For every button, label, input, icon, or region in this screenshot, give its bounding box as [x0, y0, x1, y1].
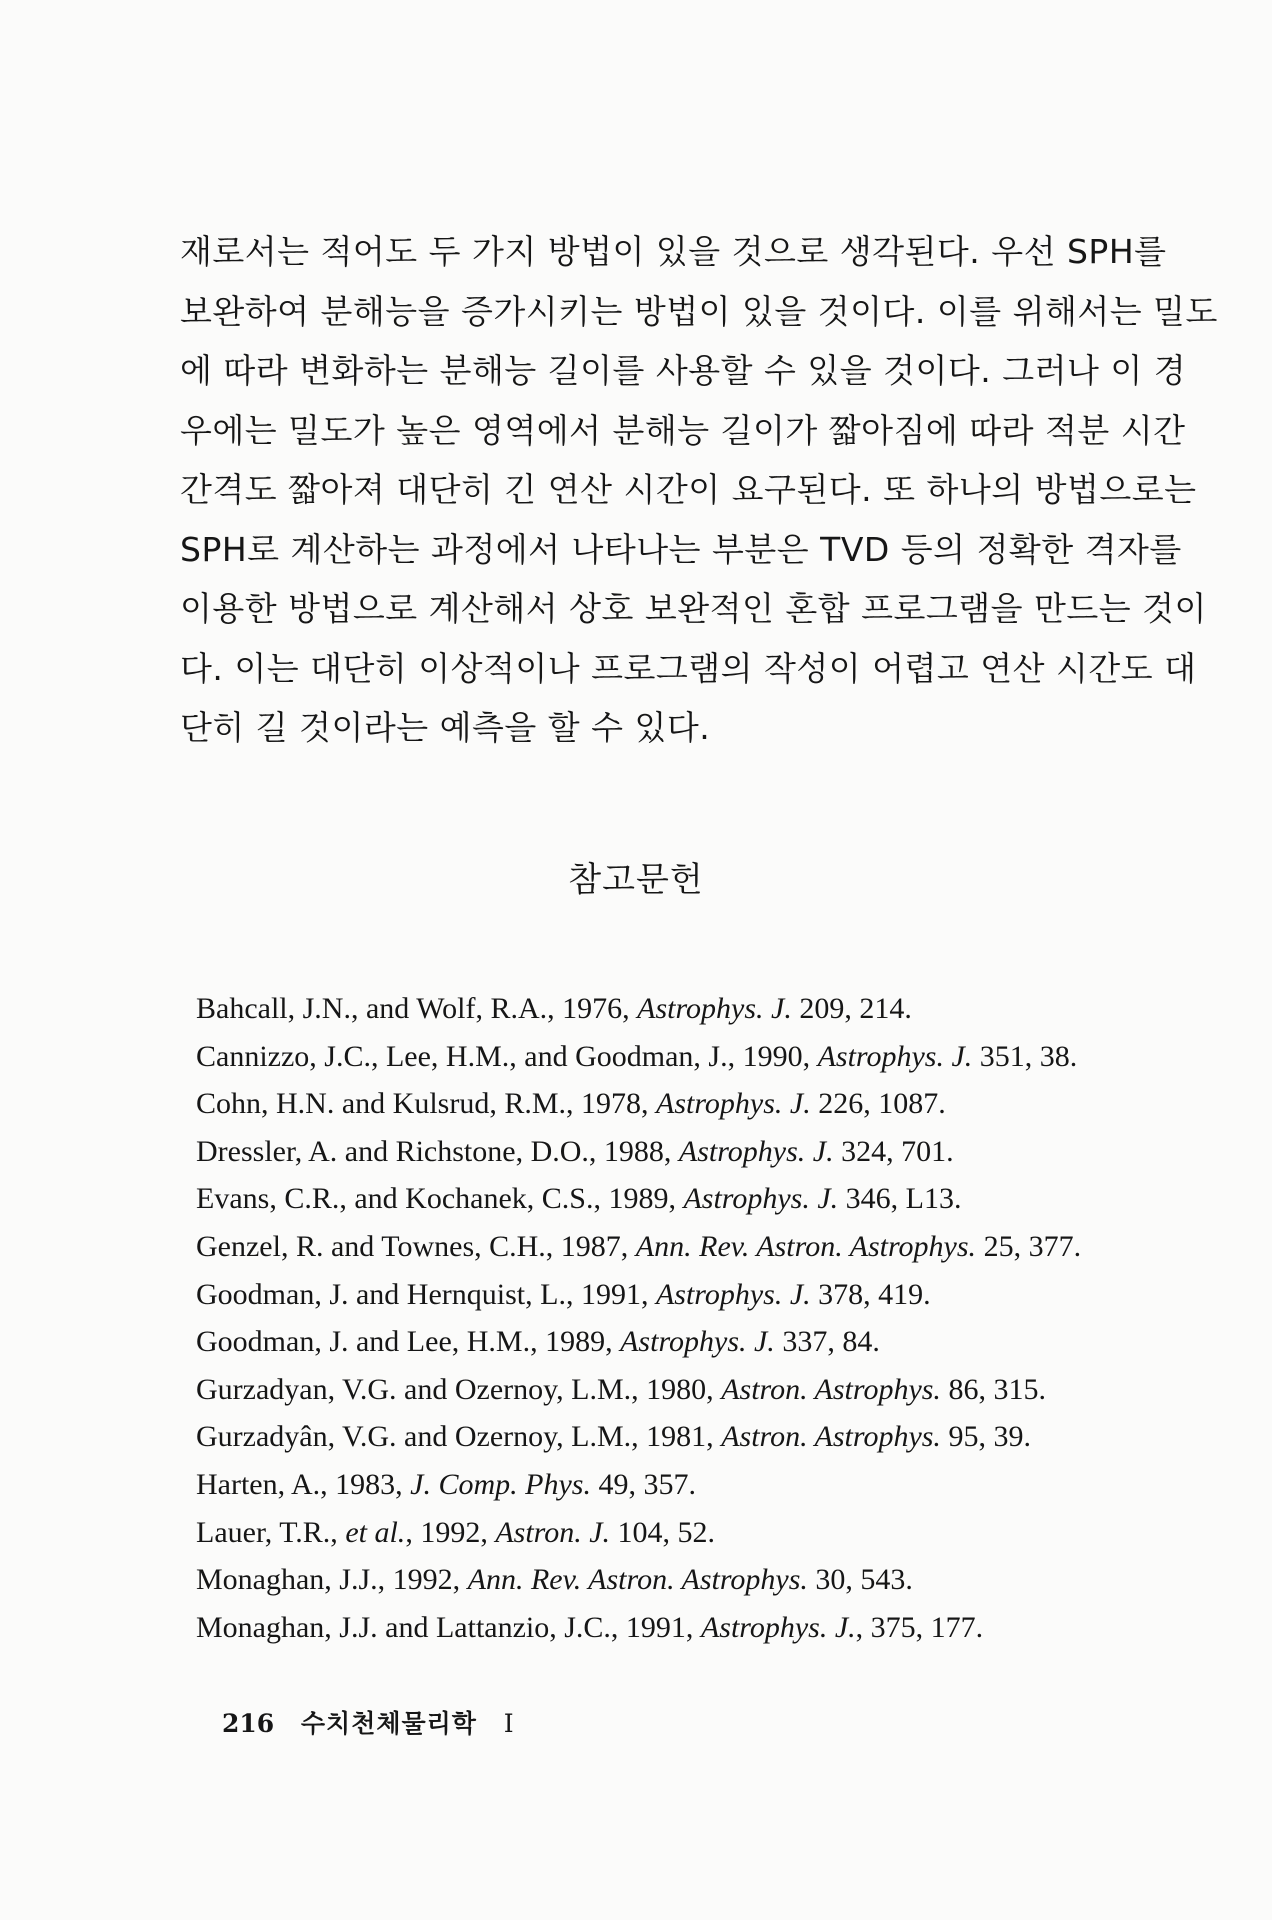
- body-line: 우에는 밀도가 높은 영역에서 분해능 길이가 짧아짐에 따라 적분 시간: [180, 410, 1186, 450]
- body-paragraph: [180, 222, 1218, 758]
- body-line: 이용한 방법으로 계산해서 상호 보완적인 혼합 프로그램을 만드는 것이: [180, 589, 1207, 628]
- reference-item: Evans, C.R., and Kochanek, C.S., 1989, Astrophys. J. 346, L13.: [196, 1182, 962, 1216]
- reference-item: Gurzadyan, V.G. and Ozernoy, L.M., 1980, Astron. Astrophys. 86, 315.: [196, 1372, 1046, 1406]
- reference-item: Goodman, J. and Lee, H.M., 1989, Astrophys. J. 337, 84.: [196, 1325, 880, 1359]
- volume-number: I: [503, 1709, 514, 1738]
- references-heading: 참고문헌: [568, 860, 704, 900]
- book-title: 수치천체물리학: [300, 1709, 477, 1738]
- reference-item: Monaghan, J.J., 1992, Ann. Rev. Astron. Astrophys. 30, 543.: [196, 1563, 913, 1597]
- reference-item: Gurzadyân, V.G. and Ozernoy, L.M., 1981, Astron. Astrophys. 95, 39.: [196, 1420, 1031, 1454]
- reference-item: Dressler, A. and Richstone, D.O., 1988, Astrophys. J. 324, 701.: [196, 1134, 954, 1168]
- reference-item: Genzel, R. and Townes, C.H., 1987, Ann. Rev. Astron. Astrophys. 25, 377.: [196, 1229, 1082, 1263]
- reference-item: Goodman, J. and Hernquist, L., 1991, Astrophys. J. 378, 419.: [196, 1277, 931, 1311]
- page-number: 216: [222, 1709, 275, 1738]
- body-line: 보완하여 분해능을 증가시키는 방법이 있을 것이다. 이를 위해서는 밀도: [180, 291, 1218, 331]
- body-line: 재로서는 적어도 두 가지 방법이 있을 것으로 생각된다. 우선 SPH를: [180, 232, 1167, 271]
- body-line: SPH로 계산하는 과정에서 나타나는 부분은 TVD 등의 정확한 격자를: [180, 529, 1182, 569]
- body-line: 간격도 짧아져 대단히 긴 연산 시간이 요구된다. 또 하나의 방법으로는: [180, 470, 1197, 509]
- reference-item: Monaghan, J.J. and Lattanzio, J.C., 1991, Astrophys. J., 375, 177.: [196, 1610, 984, 1644]
- references-list: [196, 985, 1196, 1651]
- reference-item: Cohn, H.N. and Kulsrud, R.M., 1978, Astrophys. J. 226, 1087.: [196, 1087, 946, 1121]
- page-footer: [222, 1704, 514, 1740]
- reference-item: Lauer, T.R., et al., 1992, Astron. J. 104, 52.: [196, 1515, 716, 1549]
- reference-item: Cannizzo, J.C., Lee, H.M., and Goodman, J., 1990, Astrophys. J. 351, 38.: [196, 1039, 1078, 1073]
- body-line: 단히 길 것이라는 예측을 할 수 있다.: [180, 708, 711, 747]
- body-line: 다. 이는 대단히 이상적이나 프로그램의 작성이 어렵고 연산 시간도 대: [180, 648, 1197, 688]
- reference-item: Bahcall, J.N., and Wolf, R.A., 1976, Astrophys. J. 209, 214.: [196, 992, 912, 1025]
- reference-item: Harten, A., 1983, J. Comp. Phys. 49, 357.: [196, 1467, 696, 1501]
- body-line: 에 따라 변화하는 분해능 길이를 사용할 수 있을 것이다. 그러나 이 경: [180, 351, 1187, 390]
